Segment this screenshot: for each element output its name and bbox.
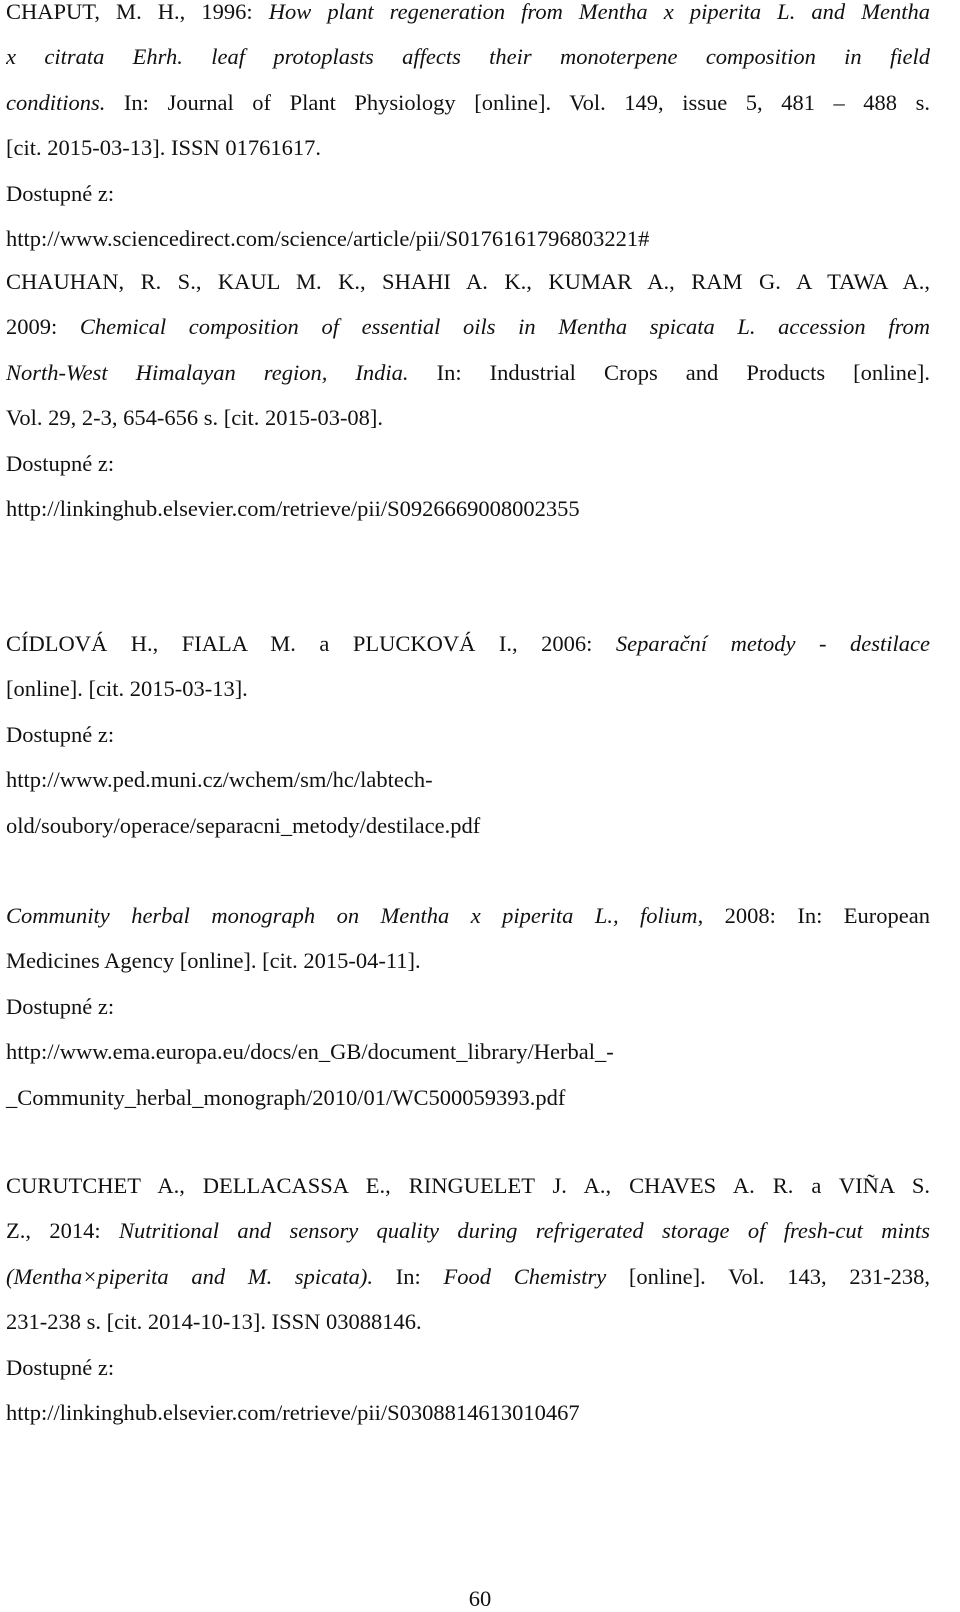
text-run: _Community_herbal_monograph/2010/01/WC500059393.pdf (6, 1084, 566, 1110)
text-run: In: Industrial Crops and Products [online]. (408, 359, 930, 385)
italic-text: North-West Himalayan region, India. (6, 359, 409, 385)
text-run: Medicines Agency [online]. [cit. 2015-04-11]. (6, 948, 421, 974)
italic-text: conditions. (6, 89, 106, 115)
text-run: Dostupné z: (6, 450, 115, 476)
text-run: In: (373, 1263, 444, 1289)
reference-line (6, 1299, 930, 1344)
text-run: http://linkinghub.elsevier.com/retrieve/pii/S0926669008002355 (6, 495, 580, 521)
italic-text: How plant regeneration from Mentha x piperita L. and Mentha (268, 0, 930, 24)
italic-text: Nutritional and sensory quality during refrigerated storage of fresh-cut mints (118, 1218, 930, 1244)
reference-line (6, 1075, 930, 1120)
reference-line (6, 1345, 930, 1390)
italic-text: Separační metody - destilace (615, 631, 930, 656)
text-run: [online]. [cit. 2015-03-13]. (6, 676, 248, 702)
italic-text: Food Chemistry (443, 1263, 607, 1289)
reference-chauhan (6, 259, 930, 531)
reference-line (6, 486, 930, 531)
text-run: http://www.ema.europa.eu/docs/en_GB/document_library/Herbal_- (6, 1039, 614, 1065)
reference-line (6, 80, 930, 125)
reference-line (6, 304, 930, 349)
reference-line (6, 34, 930, 79)
reference-line (6, 803, 930, 848)
reference-line (6, 757, 930, 802)
text-run: Z., 2014: (6, 1218, 119, 1244)
reference-line (6, 216, 930, 261)
reference-line (6, 441, 930, 486)
text-run: 2009: (6, 314, 80, 340)
reference-line (6, 1208, 930, 1253)
reference-line (6, 712, 930, 757)
reference-cidlova (6, 621, 930, 848)
text-run: http://www.sciencedirect.com/science/article/pii/S0176161796803221# (6, 225, 650, 251)
text-run: Vol. 29, 2-3, 654-656 s. [cit. 2015-03-08]. (6, 405, 384, 431)
text-run: [online]. Vol. 143, 231-238, (606, 1263, 930, 1289)
italic-text: (Mentha×piperita and M. spicata). (6, 1263, 374, 1289)
text-run: [cit. 2015-03-13]. ISSN 01761617. (6, 135, 321, 161)
text-run: http://linkinghub.elsevier.com/retrieve/pii/S0308814613010467 (6, 1399, 580, 1425)
reference-line (6, 171, 930, 216)
reference-line (6, 1163, 930, 1208)
reference-community (6, 893, 930, 1120)
text-run: old/soubory/operace/separacni_metody/destilace.pdf (6, 812, 481, 838)
text-run: Dostupné z: (6, 180, 115, 206)
reference-line (6, 350, 930, 395)
reference-line (6, 621, 930, 666)
text-run: Dostupné z: (6, 1354, 115, 1380)
reference-line (6, 666, 930, 711)
text-run: CHAUHAN, R. S., KAUL M. K., SHAHI A. K., KUMAR A., RAM G. A TAWA A., (6, 269, 930, 294)
reference-line (6, 259, 930, 304)
text-run: Dostupné z: (6, 721, 115, 747)
text-run: CURUTCHET A., DELLACASSA E., RINGUELET J. A., CHAVES A. R. a VIÑA S. (6, 1173, 930, 1198)
reference-line (6, 125, 930, 170)
text-run: Dostupné z: (6, 993, 115, 1019)
reference-line (6, 0, 930, 34)
reference-line (6, 984, 930, 1029)
reference-line (6, 395, 930, 440)
text-run: In: Journal of Plant Physiology [online]. Vol. 149, issue 5, 481 – 488 s. (105, 89, 930, 115)
text-run: CHAPUT, M. H., 1996: (6, 0, 269, 24)
reference-chaput (6, 0, 930, 261)
reference-line (6, 938, 930, 983)
text-run: CÍDLOVÁ H., FIALA M. a PLUCKOVÁ I., 2006: (6, 631, 616, 656)
reference-line (6, 1254, 930, 1299)
italic-text: Community herbal monograph on Mentha x piperita L., folium (6, 903, 698, 928)
text-run: http://www.ped.muni.cz/wchem/sm/hc/labtech- (6, 767, 433, 793)
reference-line (6, 1390, 930, 1435)
text-run: 231-238 s. [cit. 2014-10-13]. ISSN 03088146. (6, 1309, 422, 1335)
italic-text: Chemical composition of essential oils in Mentha spicata L. accession from (79, 314, 930, 340)
italic-text: x citrata Ehrh. leaf protoplasts affects their monoterpene composition in field (6, 44, 930, 70)
page-number: 60 (468, 1586, 492, 1611)
reference-line (6, 1029, 930, 1074)
text-run: , 2008: In: European (697, 903, 930, 928)
reference-line (6, 893, 930, 938)
reference-curutchet (6, 1163, 930, 1435)
